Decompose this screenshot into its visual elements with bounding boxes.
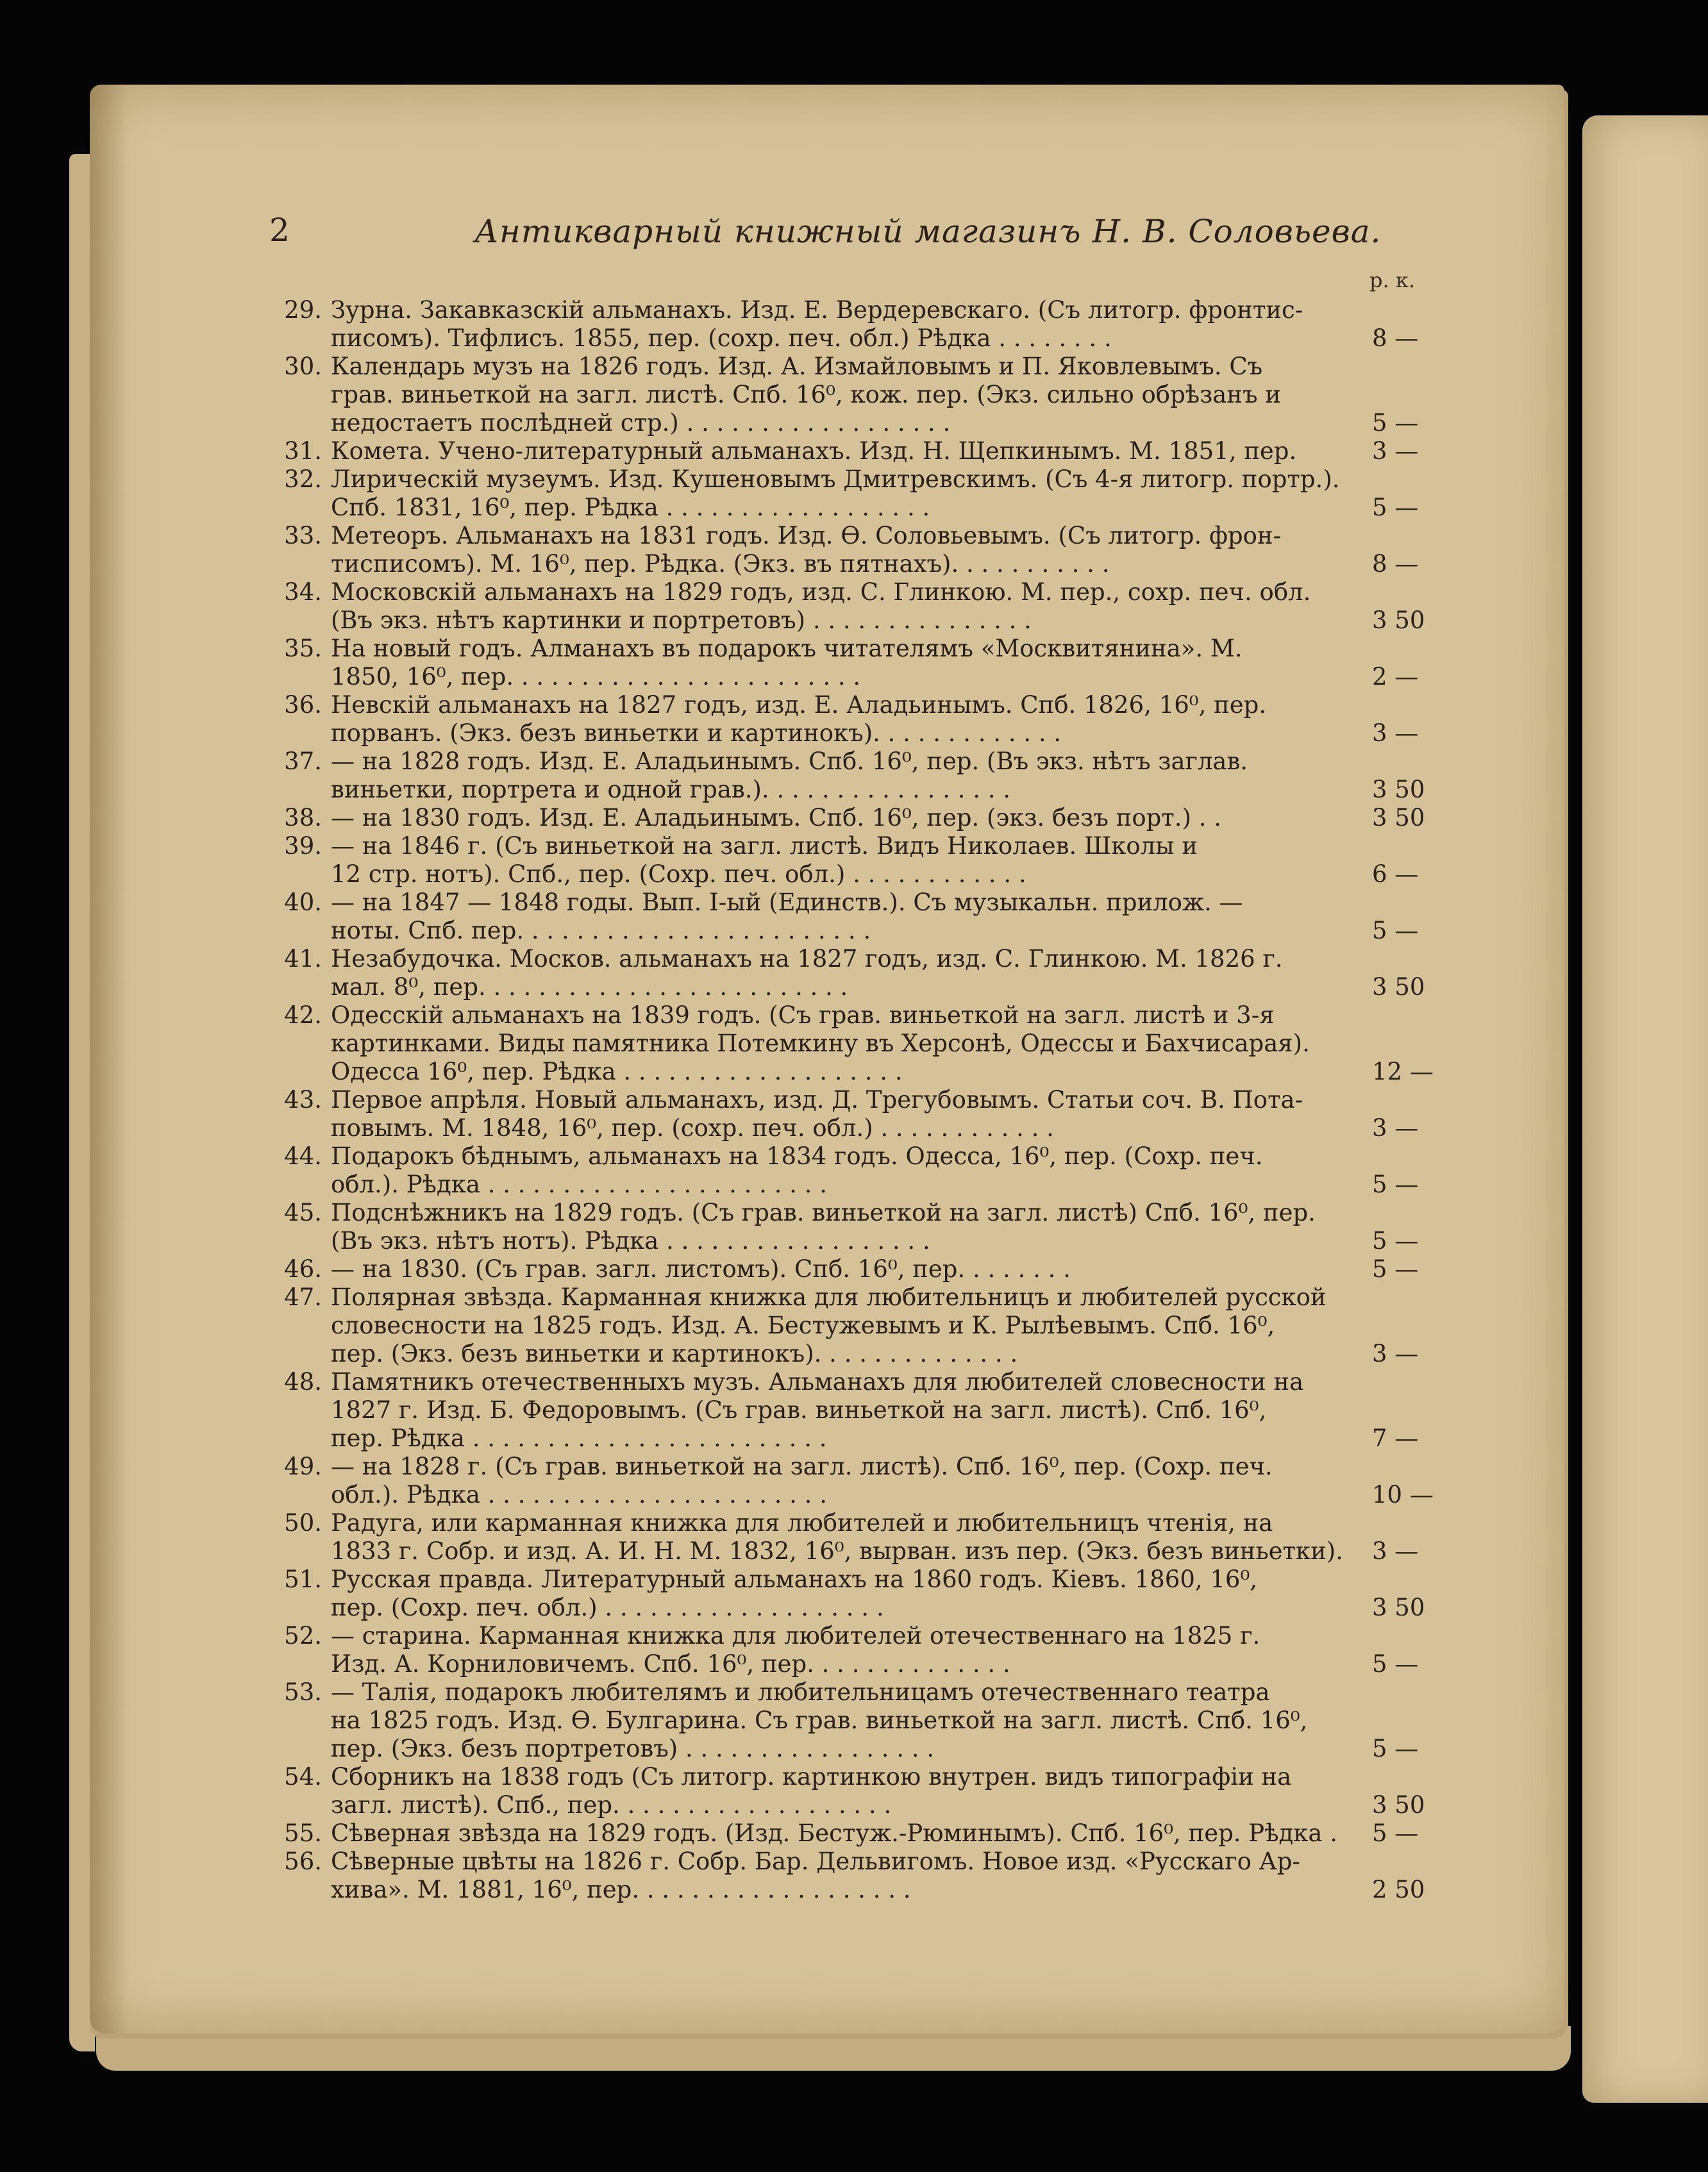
catalog-line [276,1876,1475,1904]
entry-price: 5 — [1372,409,1419,437]
entry-text: виньетки, портрета и одной грав.). . . . . . . . . . . . . . . . . [331,776,1011,803]
catalog-line [276,1227,1475,1255]
catalog-line [276,945,1475,973]
catalog-line [276,1481,1475,1509]
catalog-line [276,1848,1475,1876]
price-column-header: р. к. [1369,268,1415,292]
entry-text: хива». М. 1881, 16⁰, пер. . . . . . . . . . . . . . . . . . . [331,1876,911,1903]
entry-text: Памятникъ отечественныхъ музъ. Альманахъ для любителей словесности на [331,1368,1304,1396]
catalog-line [276,1058,1475,1086]
entry-text: — на 1846 г. (Съ виньеткой на загл. листѣ. Видъ Николаев. Школы и [331,832,1198,860]
entry-number: 33. [284,522,322,549]
entry-text: — на 1830 годъ. Изд. Е. Аладьинымъ. Спб. 16⁰, пер. (экз. безъ порт.) . . [331,804,1222,831]
entry-text: — старина. Карманная книжка для любителей отечественнаго на 1825 г. [331,1622,1260,1650]
entry-number: 55. [284,1819,322,1847]
entry-price: 3 — [1372,1340,1419,1367]
entry-text: повымъ. М. 1848, 16⁰, пер. (сохр. печ. обл.) . . . . . . . . . . . . [331,1114,1054,1142]
entry-text: Сѣверные цвѣты на 1826 г. Собр. Бар. Дельвигомъ. Новое изд. «Русскаго Ар- [331,1848,1300,1875]
catalog-line [276,381,1475,409]
catalog-line [276,1283,1475,1312]
entry-price: 2 — [1372,663,1419,690]
catalog-line [276,1509,1475,1537]
entry-price: 3 50 [1372,973,1425,1001]
entry-text: пер. (Экз. безъ виньетки и картинокъ). . . . . . . . . . . . . . [331,1340,1018,1367]
entry-number: 31. [284,437,322,465]
catalog-line [276,804,1475,832]
entry-text: — на 1847 — 1848 годы. Вып. I-ый (Единств.). Съ музыкальн. прилож. — [331,889,1243,916]
entry-number: 52. [284,1622,322,1650]
catalog-line [276,1707,1475,1735]
entry-text: картинками. Виды памятника Потемкину въ Херсонѣ, Одессы и Бахчисарая). [331,1030,1310,1057]
catalog-line [276,1368,1475,1396]
entry-number: 54. [284,1763,322,1791]
entry-number: 49. [284,1453,322,1480]
entry-text: недостаетъ послѣдней стр.) . . . . . . . . . . . . . . . . . . [331,409,951,437]
entry-number: 47. [284,1283,322,1311]
entry-text: ноты. Спб. пер. . . . . . . . . . . . . . . . . . . . . . . . [331,917,871,944]
entry-text: Календарь музъ на 1826 годъ. Изд. А. Измайловымъ и П. Яковлевымъ. Съ [331,353,1263,380]
entry-text: Подснѣжникъ на 1829 годъ. (Съ грав. виньеткой на загл. листѣ) Спб. 16⁰, пер. [331,1199,1316,1226]
catalog-line [276,1340,1475,1368]
catalog-line [276,973,1475,1001]
catalog-line [276,1763,1475,1791]
entry-text: На новый годъ. Алманахъ въ подарокъ читателямъ «Москвитянина». М. [331,635,1243,662]
entry-number: 38. [284,804,322,831]
catalog-line [276,296,1475,324]
entry-price: 3 — [1372,1537,1419,1565]
entry-text: 1827 г. Изд. Б. Федоровымъ. (Съ грав. виньеткой на загл. листѣ). Спб. 16⁰, [331,1396,1267,1424]
entry-text: Одесскій альманахъ на 1839 годъ. (Съ грав. виньеткой на загл. листѣ и 3-я [331,1001,1275,1029]
catalog-line [276,1791,1475,1819]
catalog-line [276,889,1475,917]
entry-price: 5 — [1372,1819,1419,1847]
entry-number: 50. [284,1509,322,1537]
entry-price: 5 — [1372,1650,1419,1678]
entry-number: 44. [284,1142,322,1170]
catalog-line [276,465,1475,494]
entry-number: 53. [284,1678,322,1706]
entry-number: 34. [284,578,322,606]
entry-number: 36. [284,691,322,719]
entry-number: 41. [284,945,322,973]
entry-number: 30. [284,353,322,380]
catalog-line [276,1030,1475,1058]
entry-price: 8 — [1372,324,1419,352]
entry-price: 6 — [1372,860,1419,888]
entry-text: 1850, 16⁰, пер. . . . . . . . . . . . . . . . . . . . . . . . [331,663,861,690]
catalog-line [276,1594,1475,1622]
entry-text: пер. (Сохр. печ. обл.) . . . . . . . . . . . . . . . . . . . [331,1594,884,1621]
page-number: 2 [269,212,290,249]
entry-number: 43. [284,1086,322,1114]
entry-number: 51. [284,1566,322,1593]
entry-text: Невскій альманахъ на 1827 годъ, изд. Е. Аладьинымъ. Спб. 1826, 16⁰, пер. [331,691,1267,719]
facing-page-edge [1582,115,1708,2103]
entry-text: 12 стр. нотъ). Спб., пер. (Сохр. печ. обл.) . . . . . . . . . . . . [331,860,1026,888]
entry-price: 3 — [1372,1114,1419,1142]
catalog-line [276,663,1475,691]
entry-text: Комета. Учено-литературный альманахъ. Изд. Н. Щепкинымъ. М. 1851, пер. [331,437,1297,465]
entry-text: на 1825 годъ. Изд. Ѳ. Булгарина. Съ грав. виньеткой на загл. листѣ. Спб. 16⁰, [331,1707,1308,1734]
catalog-line [276,437,1475,465]
catalog-line [276,550,1475,578]
catalog-line [276,1312,1475,1340]
entry-text: Изд. А. Корниловичемъ. Спб. 16⁰, пер. . . . . . . . . . . . . . [331,1650,1010,1678]
catalog-line [276,776,1475,804]
entry-text: Полярная звѣзда. Карманная книжка для любительницъ и любителей русской [331,1283,1327,1311]
entry-text: обл.). Рѣдка . . . . . . . . . . . . . . . . . . . . . . . [331,1481,827,1508]
catalog-line [276,1396,1475,1424]
catalog-line [276,1086,1475,1114]
entry-text: (Въ экз. нѣтъ нотъ). Рѣдка . . . . . . . . . . . . . . . . . . [331,1227,930,1255]
entry-text: Одесса 16⁰, пер. Рѣдка . . . . . . . . . . . . . . . . . . . [331,1058,903,1085]
catalog-line [276,1537,1475,1566]
entry-text: словесности на 1825 годъ. Изд. А. Бестужевымъ и К. Рылѣевымъ. Спб. 16⁰, [331,1312,1275,1339]
entry-text: Подарокъ бѣднымъ, альманахъ на 1834 годъ. Одесса, 16⁰, пер. (Сохр. печ. [331,1142,1263,1170]
catalog-line [276,1735,1475,1763]
entry-text: Сборникъ на 1838 годъ (Съ литогр. картинкою внутрен. видъ типографіи на [331,1763,1292,1791]
entry-text: (Въ экз. нѣтъ картинки и портретовъ) . . . . . . . . . . . . . . . [331,606,1032,634]
entry-number: 29. [284,296,322,324]
catalog-line [276,1142,1475,1171]
entry-text: мал. 8⁰, пер. . . . . . . . . . . . . . . . . . . . . . . . . [331,973,848,1001]
entry-text: Радуга, или карманная книжка для любителей и любительницъ чтенія, на [331,1509,1273,1537]
entry-price: 12 — [1372,1058,1434,1085]
entry-text: Зурна. Закавказскій альманахъ. Изд. Е. Вердеревскаго. (Съ литогр. фронтис- [331,296,1303,324]
entry-number: 48. [284,1368,322,1396]
entry-text: Сѣверная звѣзда на 1829 годъ. (Изд. Бестуж.-Рюминымъ). Спб. 16⁰, пер. Рѣдка . [331,1819,1338,1847]
catalog-line [276,1819,1475,1848]
entry-number: 35. [284,635,322,662]
catalog-line [276,1171,1475,1199]
entry-text: загл. листѣ). Спб., пер. . . . . . . . . . . . . . . . . . . [331,1791,892,1819]
entry-number: 42. [284,1001,322,1029]
entry-text: пер. Рѣдка . . . . . . . . . . . . . . . . . . . . . . . . [331,1424,827,1452]
entry-text: 1833 г. Собр. и изд. А. И. Н. М. 1832, 16⁰, вырван. изъ пер. (Экз. безъ виньетки). [331,1537,1343,1565]
entry-number: 39. [284,832,322,860]
entry-text: грав. виньеткой на загл. листѣ. Спб. 16⁰, кож. пер. (Экз. сильно обрѣзанъ и [331,381,1281,408]
entry-text: тисписомъ). М. 16⁰, пер. Рѣдка. (Экз. въ пятнахъ). . . . . . . . . . . [331,550,1110,578]
catalog-line [276,1114,1475,1142]
catalog-line [276,917,1475,945]
catalog-line [276,1001,1475,1030]
entry-text: — на 1828 годъ. Изд. Е. Аладьинымъ. Спб. 16⁰, пер. (Въ экз. нѣтъ заглав. [331,748,1248,775]
catalog-line [276,409,1475,437]
catalog-line [276,522,1475,550]
catalog-line [276,353,1475,381]
entry-price: 3 50 [1372,804,1425,831]
catalog-line [276,860,1475,889]
entry-price: 3 — [1372,719,1419,747]
catalog-line [276,719,1475,748]
entry-text: пер. (Экз. безъ портретовъ) . . . . . . . . . . . . . . . . . [331,1735,935,1762]
catalog-line [276,1255,1475,1283]
entry-text: Московскій альманахъ на 1829 годъ, изд. С. Глинкою. М. пер., сохр. печ. обл. [331,578,1311,606]
entry-number: 46. [284,1255,322,1283]
entry-price: 5 — [1372,494,1419,521]
catalog-line [276,748,1475,776]
catalog-line [276,324,1475,353]
entry-text: Метеоръ. Альманахъ на 1831 годъ. Изд. Ѳ. Соловьевымъ. (Съ литогр. фрон- [331,522,1282,549]
entry-price: 2 50 [1372,1876,1425,1903]
entry-price: 7 — [1372,1424,1419,1452]
entry-text: Русская правда. Литературный альманахъ на 1860 годъ. Кіевъ. 1860, 16⁰, [331,1566,1258,1593]
entry-price: 3 50 [1372,1791,1425,1819]
catalog-line [276,1199,1475,1227]
entry-text: Незабудочка. Москов. альманахъ на 1827 годъ, изд. С. Глинкою. М. 1826 г. [331,945,1283,973]
entry-text: Лирическій музеумъ. Изд. Кушеновымъ Дмитревскимъ. (Съ 4-я литогр. портр.). [331,465,1340,493]
catalog-line [276,1678,1475,1707]
catalog-line [276,1650,1475,1678]
entry-price: 3 50 [1372,1594,1425,1621]
catalog-line [276,635,1475,663]
entry-price: 3 50 [1372,606,1425,634]
entry-price: 5 — [1372,1171,1419,1198]
entry-price: 10 — [1372,1481,1434,1508]
catalog-line [276,606,1475,635]
entry-text: — на 1830. (Съ грав. загл. листомъ). Спб. 16⁰, пер. . . . . . . . [331,1255,1071,1283]
entry-number: 40. [284,889,322,916]
entry-text: порванъ. (Экз. безъ виньетки и картинокъ). . . . . . . . . . . . . [331,719,1062,747]
entry-text: — на 1828 г. (Съ грав. виньеткой на загл. листѣ). Спб. 16⁰, пер. (Сохр. печ. [331,1453,1273,1480]
catalog-line [276,691,1475,719]
entry-number: 37. [284,748,322,775]
entry-price: 8 — [1372,550,1419,578]
entry-price: 5 — [1372,1735,1419,1762]
entry-price: 3 — [1372,437,1419,465]
entry-number: 32. [284,465,322,493]
entry-text: писомъ). Тифлисъ. 1855, пер. (сохр. печ. обл.) Рѣдка . . . . . . . . [331,324,1112,352]
entry-text: — Талія, подарокъ любителямъ и любительницамъ отечественнаго театра [331,1678,1270,1706]
entry-text: Первое апрѣля. Новый альманахъ, изд. Д. Трегубовымъ. Статьи соч. В. Пота- [331,1086,1303,1114]
entry-price: 5 — [1372,1227,1419,1255]
catalog-line [276,1453,1475,1481]
entry-price: 3 50 [1372,776,1425,803]
catalog-line [276,1424,1475,1453]
page-header [269,212,1487,263]
catalog-line [276,1566,1475,1594]
catalog-line [276,832,1475,860]
entry-number: 56. [284,1848,322,1875]
entry-text: Спб. 1831, 16⁰, пер. Рѣдка . . . . . . . . . . . . . . . . . . [331,494,930,521]
entry-price: 5 — [1372,1255,1419,1283]
catalog-line [276,1622,1475,1650]
entry-price: 5 — [1372,917,1419,944]
entry-text: обл.). Рѣдка . . . . . . . . . . . . . . . . . . . . . . . [331,1171,827,1198]
catalog-line [276,578,1475,606]
catalog-entries [276,296,1475,1904]
catalog-line [276,494,1475,522]
running-title: Антикварный книжный магазинъ Н. В. Соловьева. [474,213,1382,250]
entry-number: 45. [284,1199,322,1226]
